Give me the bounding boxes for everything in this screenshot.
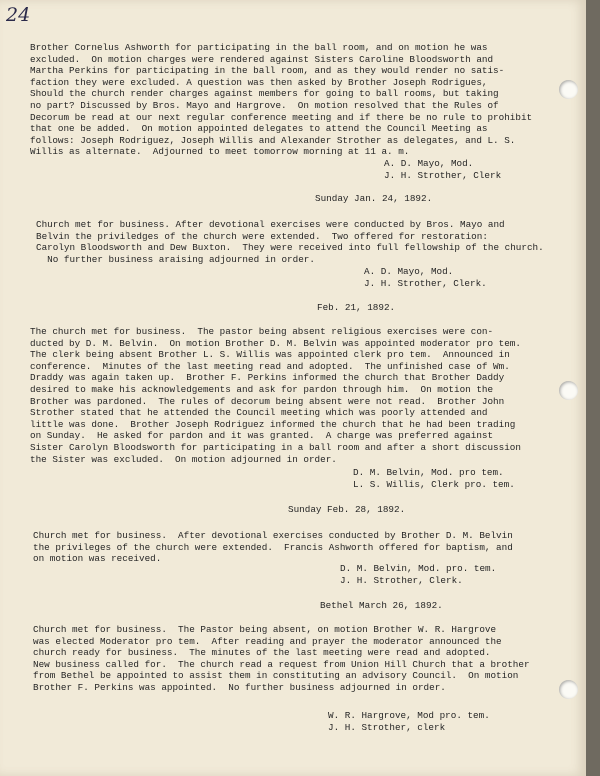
text-line: desired to make his acknowledgements and ask for pardon through him. On motion the [30, 383, 494, 395]
text-line: Brother Cornelus Ashworth for participating in the ball room, and on motion he was [30, 42, 488, 53]
signature-block-1 [384, 158, 501, 181]
text-line: conference. Minutes of the last meeting read and adopted. The unfinished case of Wm. [30, 360, 510, 372]
text-line: Belvin the priviledges of the church were extended. Two offered for restoration: [36, 230, 488, 242]
text-line: faction they were excluded. A question was then asked by Brother Joseph Rodrigues, [30, 76, 488, 88]
text-line: J. H. Strother, clerk [328, 721, 446, 733]
signature-block-4 [340, 563, 496, 586]
meeting-heading-jan-24 [315, 193, 432, 205]
text-line: little was done. Brother Joseph Rodriguez informed the church that he had been trading [30, 418, 516, 430]
text-line: D. M. Belvin, Mod. pro tem. [353, 467, 504, 478]
paragraph-ballroom-charges [30, 42, 532, 158]
text-line: Bethel March 26, 1892. [320, 600, 443, 611]
text-line: follows: Joseph Rodriguez, Joseph Willis and Alexander Strother as delegates, and L. S. [30, 134, 516, 146]
text-line: A. D. Mayo, Mod. [384, 158, 474, 169]
paragraph-jan-24 [36, 219, 544, 265]
text-line: The clerk being absent Brother L. S. Willis was appointed clerk pro tem. Announced in [30, 349, 510, 361]
text-line: Feb. 21, 1892. [317, 302, 396, 313]
text-line: No further business araising adjourned in order. [36, 253, 315, 265]
text-line: The church met for business. The pastor being absent religious exercises were con- [30, 326, 494, 337]
text-line: the Sister was excluded. On motion adjourned in order. [30, 453, 337, 465]
text-line: Strother stated that he attended the Council meeting which was poorly attended and [30, 407, 488, 419]
text-line: ducted by D. M. Belvin. On motion Brother D. M. Belvin was appointed moderator pro tem. [30, 337, 521, 349]
binder-hole-top [559, 80, 578, 99]
text-line: L. S. Willis, Clerk pro. tem. [353, 478, 515, 490]
binder-hole-middle [559, 381, 578, 400]
meeting-heading-feb-21 [317, 302, 395, 314]
text-line: that one be added. On motion appointed delegates to attend the Council Meeting as [30, 123, 488, 135]
meeting-heading-feb-28 [288, 504, 405, 516]
text-line: Church met for business. After devotional exercises were conducted by Bros. Mayo and [36, 219, 505, 230]
paragraph-feb-28 [33, 530, 513, 565]
text-line: the privileges of the church were extended. Francis Ashworth offered for baptism, and [33, 541, 513, 553]
text-line: Decorum be read at our next regular conference meeting and if there be no rule to prohibit [30, 111, 533, 123]
text-line: Sunday Feb. 28, 1892. [288, 504, 406, 515]
text-line: Draddy was again taken up. Brother F. Perkins informed the church that Brother Daddy [30, 372, 505, 384]
text-line: D. M. Belvin, Mod. pro. tem. [340, 563, 497, 574]
text-line: on motion was received. [33, 553, 162, 565]
text-line: Sunday Jan. 24, 1892. [315, 193, 433, 204]
text-line: Brother F. Perkins was appointed. No further business adjourned in order. [33, 681, 446, 693]
meeting-heading-march-26 [320, 600, 443, 612]
text-line: church ready for business. The minutes of the last meeting were read and adopted. [33, 647, 491, 659]
text-line: excluded. On motion charges were rendered against Sisters Caroline Bloodsworth and [30, 53, 494, 65]
binder-hole-bottom [559, 680, 578, 699]
text-line: Church met for business. The Pastor being absent, on motion Brother W. R. Hargrove [33, 624, 497, 635]
text-line: Willis as alternate. Adjourned to meet tomorrow morning at 11 a. m. [30, 146, 410, 158]
text-line: Church met for business. After devotional exercises conducted by Brother D. M. Belvin [33, 530, 513, 541]
paragraph-feb-21 [30, 326, 521, 465]
text-line: New business called for. The church read a request from Union Hill Church that a brother [33, 658, 530, 670]
text-line: W. R. Hargrove, Mod pro. tem. [328, 710, 490, 721]
signature-block-5 [328, 710, 490, 733]
text-line: on Sunday. He asked for pardon and it was granted. A charge was preferred against [30, 430, 494, 442]
text-line: Carolyn Bloodsworth and Dew Buxton. They were received into full fellowship of the church. [36, 242, 544, 254]
text-line: Should the church render charges against members for going to ball rooms, but taking [30, 88, 499, 100]
text-line: Sister Carolyn Bloodsworth for participating in a ball room and after a short discussion [30, 441, 521, 453]
signature-block-2 [364, 266, 487, 289]
signature-block-3 [353, 467, 515, 490]
text-line: J. H. Strother, Clerk. [340, 574, 463, 586]
text-line: no part? Discussed by Bros. Mayo and Hargrove. On motion resolved that the Rules of [30, 99, 499, 111]
paragraph-march-26 [33, 624, 530, 694]
text-line: Brother was pardoned. The rules of decorum being absent were not read. Brother John [30, 395, 505, 407]
page-number: 24 [6, 4, 31, 26]
text-line: J. H. Strother, Clerk [384, 169, 502, 181]
text-line: A. D. Mayo, Mod. [364, 266, 454, 277]
text-line: was elected Moderator pro tem. After reading and prayer the moderator announced the [33, 635, 502, 647]
text-line: from Bethel be appointed to assist them in constituting an advisory Council. On motion [33, 670, 519, 682]
text-line: Martha Perkins for participating in the ball room, and as they would render no satis- [30, 65, 505, 77]
text-line: J. H. Strother, Clerk. [364, 277, 487, 289]
